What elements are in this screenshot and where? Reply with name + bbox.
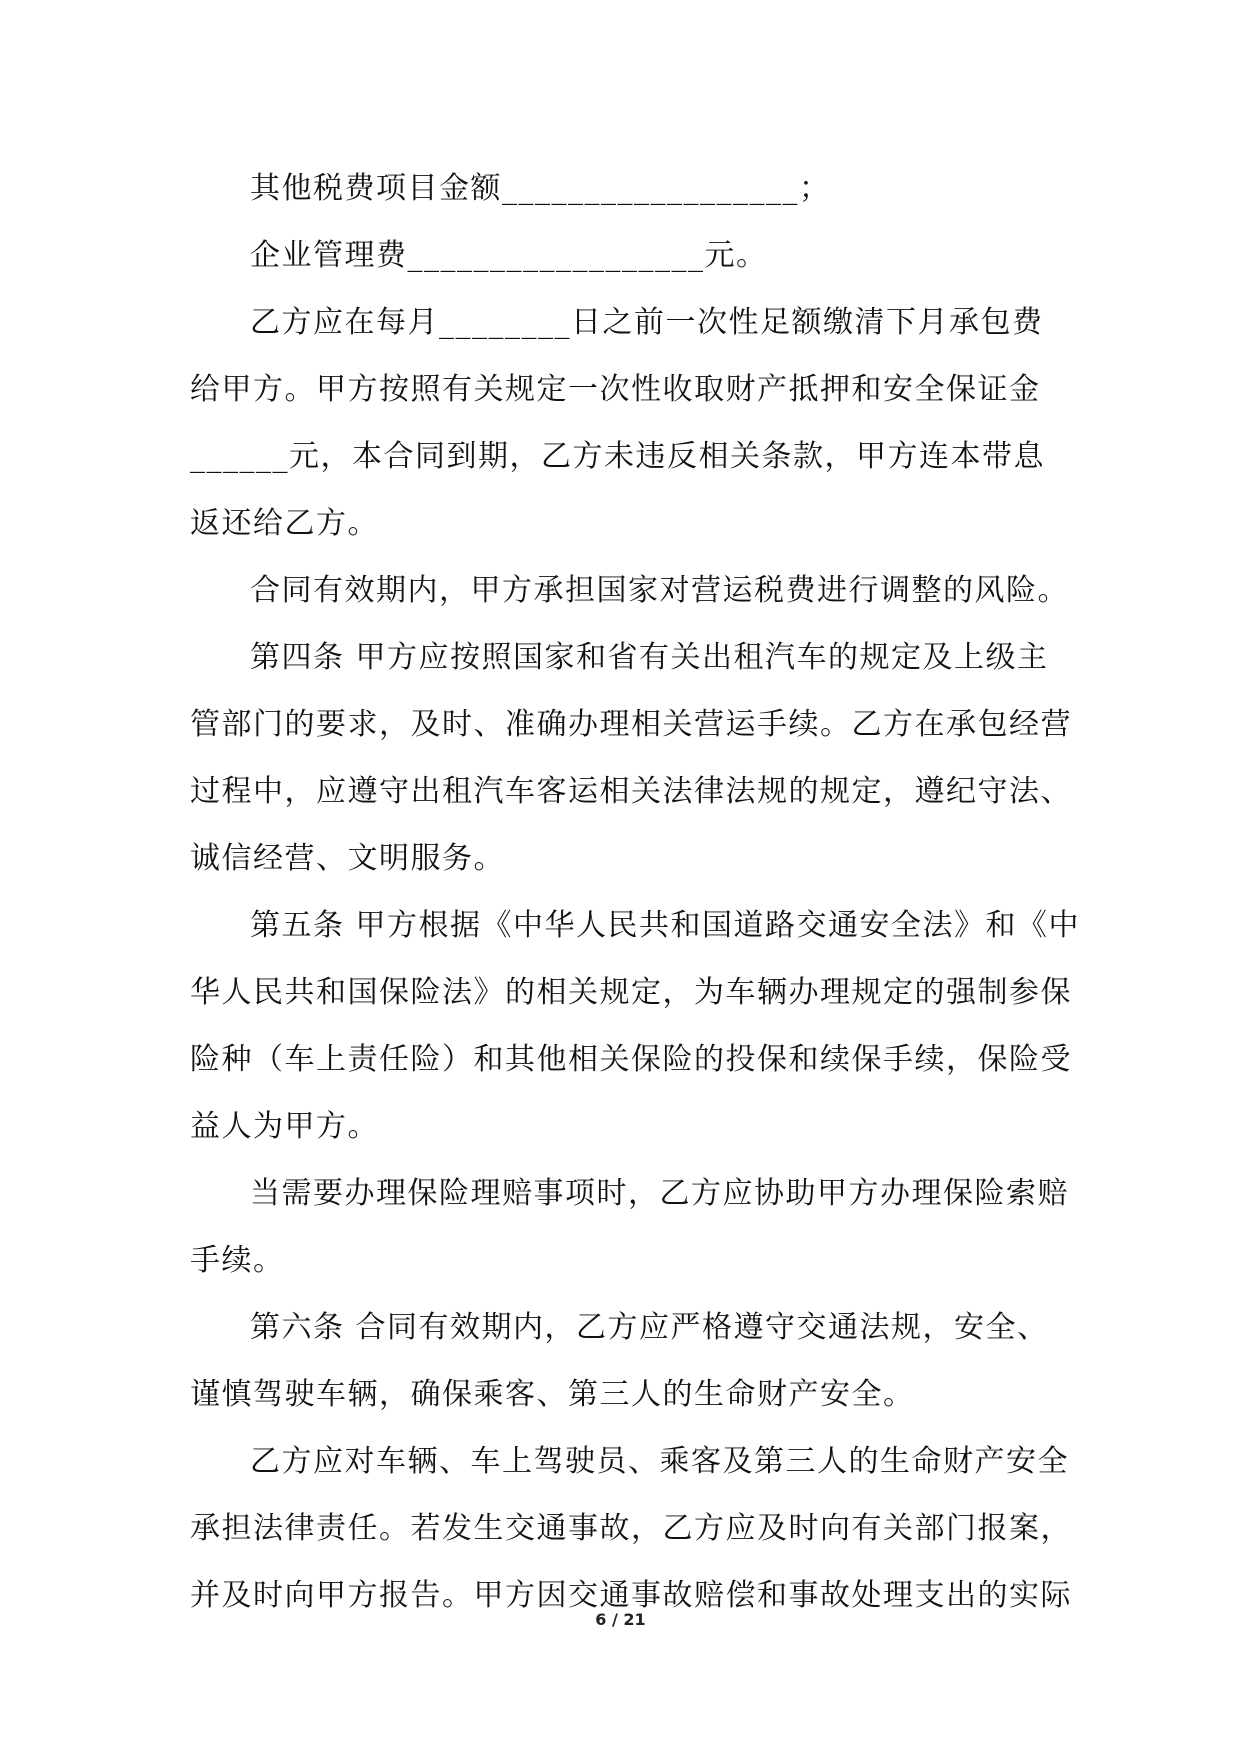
text-line: 乙方应在每月________日之前一次性足额缴清下月承包费 bbox=[250, 305, 1044, 340]
text-line: 谨慎驾驶车辆，确保乘客、第三人的生命财产安全。 bbox=[190, 1377, 915, 1412]
text-line: 当需要办理保险理赔事项时，乙方应协助甲方办理保险索赔 bbox=[250, 1176, 1069, 1211]
text-line: 手续。 bbox=[190, 1243, 285, 1278]
text-line: 合同有效期内，甲方承担国家对营运税费进行调整的风险。 bbox=[250, 573, 1069, 608]
text-line: 第四条 甲方应按照国家和省有关出租汽车的规定及上级主 bbox=[250, 640, 1049, 675]
text-line: 益人为甲方。 bbox=[190, 1109, 379, 1144]
text-line: 第五条 甲方根据《中华人民共和国道路交通安全法》和《中 bbox=[250, 908, 1081, 943]
text-line: 第六条 合同有效期内，乙方应严格遵守交通法规，安全、 bbox=[250, 1310, 1049, 1345]
text-line: 并及时向甲方报告。甲方因交通事故赔偿和事故处理支出的实际 bbox=[190, 1578, 1072, 1613]
page-number: 6 / 21 bbox=[595, 1610, 646, 1629]
text-line: 诚信经营、文明服务。 bbox=[190, 841, 505, 876]
text-line: 华人民共和国保险法》的相关规定，为车辆办理规定的强制参保 bbox=[190, 975, 1072, 1010]
text-line: 险种（车上责任险）和其他相关保险的投保和续保手续，保险受 bbox=[190, 1042, 1072, 1077]
text-line: 管部门的要求，及时、准确办理相关营运手续。乙方在承包经营 bbox=[190, 707, 1072, 742]
text-line: 承担法律责任。若发生交通事故，乙方应及时向有关部门报案， bbox=[190, 1511, 1072, 1546]
text-line: 企业管理费__________________元。 bbox=[250, 238, 768, 273]
document-body bbox=[190, 155, 1081, 1629]
text-line: 乙方应对车辆、车上驾驶员、乘客及第三人的生命财产安全 bbox=[250, 1444, 1069, 1479]
text-line: 过程中，应遵守出租汽车客运相关法律法规的规定，遵纪守法、 bbox=[190, 774, 1072, 809]
text-line: 返还给乙方。 bbox=[190, 506, 379, 541]
text-line: 其他税费项目金额__________________； bbox=[250, 171, 831, 206]
text-line: 给甲方。甲方按照有关规定一次性收取财产抵押和安全保证金 bbox=[190, 372, 1041, 407]
text-line: ______元，本合同到期，乙方未违反相关条款，甲方连本带息 bbox=[190, 439, 1045, 474]
